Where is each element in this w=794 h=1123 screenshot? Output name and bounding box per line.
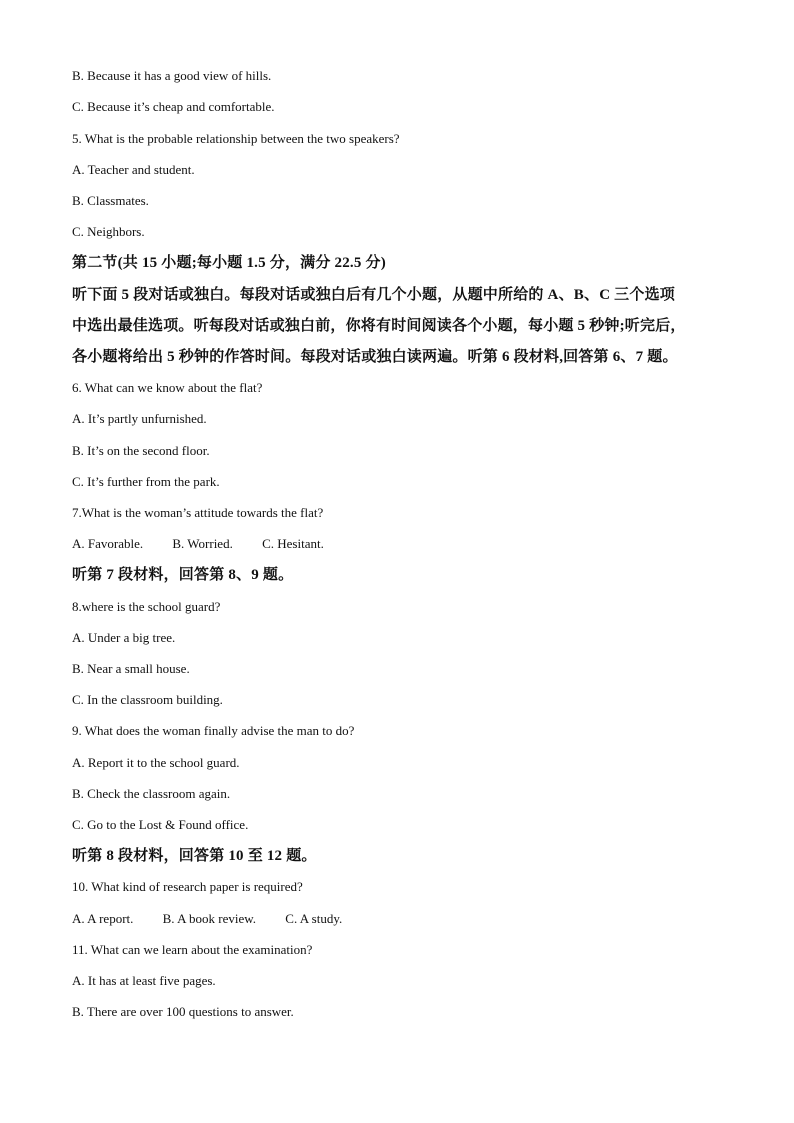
instructions-line-3: 各小题将给出 5 秒钟的作答时间。每段对话或独白读两遍。听第 6 段材料,回答第 6、7 题。	[72, 349, 678, 365]
q8-option-a: A. Under a big tree.	[72, 630, 176, 645]
q6-option-c: C. It’s further from the park.	[72, 474, 220, 489]
material-7-heading: 听第 7 段材料，回答第 8、9 题。	[72, 567, 294, 583]
q4-option-b: B. Because it has a good view of hills.	[72, 68, 272, 83]
q10-options	[72, 911, 342, 927]
q5-option-a: A. Teacher and student.	[72, 162, 195, 177]
q8-option-c: C. In the classroom building.	[72, 692, 223, 707]
q6-option-b: B. It’s on the second floor.	[72, 443, 210, 458]
q10-option-b: B. A book review.	[162, 911, 257, 926]
question-5: 5. What is the probable relationship between the two speakers?	[72, 131, 400, 146]
q7-option-a: A. Favorable.	[72, 536, 144, 551]
question-8: 8.where is the school guard?	[72, 599, 221, 614]
q8-option-b: B. Near a small house.	[72, 661, 190, 676]
q9-option-a: A. Report it to the school guard.	[72, 755, 240, 770]
q6-option-a: A. It’s partly unfurnished.	[72, 411, 207, 426]
section-2-title: 第二节(共 15 小题;每小题 1.5 分，满分 22.5 分)	[72, 255, 386, 271]
question-10: 10. What kind of research paper is required?	[72, 879, 303, 894]
q7-option-c: C. Hesitant.	[262, 536, 324, 551]
q10-option-c: C. A study.	[285, 911, 343, 926]
question-7: 7.What is the woman’s attitude towards the flat?	[72, 505, 324, 520]
q4-option-c: C. Because it’s cheap and comfortable.	[72, 99, 275, 114]
question-9: 9. What does the woman finally advise the man to do?	[72, 723, 355, 738]
question-6: 6. What can we know about the flat?	[72, 380, 263, 395]
instructions-line-2: 中选出最佳选项。听每段对话或独白前，你将有时间阅读各个小题，每小题 5 秒钟;听完后，	[72, 318, 686, 334]
question-11: 11. What can we learn about the examination?	[72, 942, 313, 957]
q11-option-a: A. It has at least five pages.	[72, 973, 216, 988]
q11-option-b: B. There are over 100 questions to answer.	[72, 1004, 294, 1019]
q5-option-c: C. Neighbors.	[72, 224, 145, 239]
q9-option-c: C. Go to the Lost & Found office.	[72, 817, 249, 832]
instructions-line-1: 听下面 5 段对话或独白。每段对话或独白后有几个小题，从题中所给的 A、B、C 三个选项	[72, 287, 675, 303]
q9-option-b: B. Check the classroom again.	[72, 786, 231, 801]
material-8-heading: 听第 8 段材料，回答第 10 至 12 题。	[72, 848, 317, 864]
q7-options	[72, 536, 324, 552]
q7-option-b: B. Worried.	[172, 536, 233, 551]
q10-option-a: A. A report.	[72, 911, 134, 926]
q5-option-b: B. Classmates.	[72, 193, 149, 208]
